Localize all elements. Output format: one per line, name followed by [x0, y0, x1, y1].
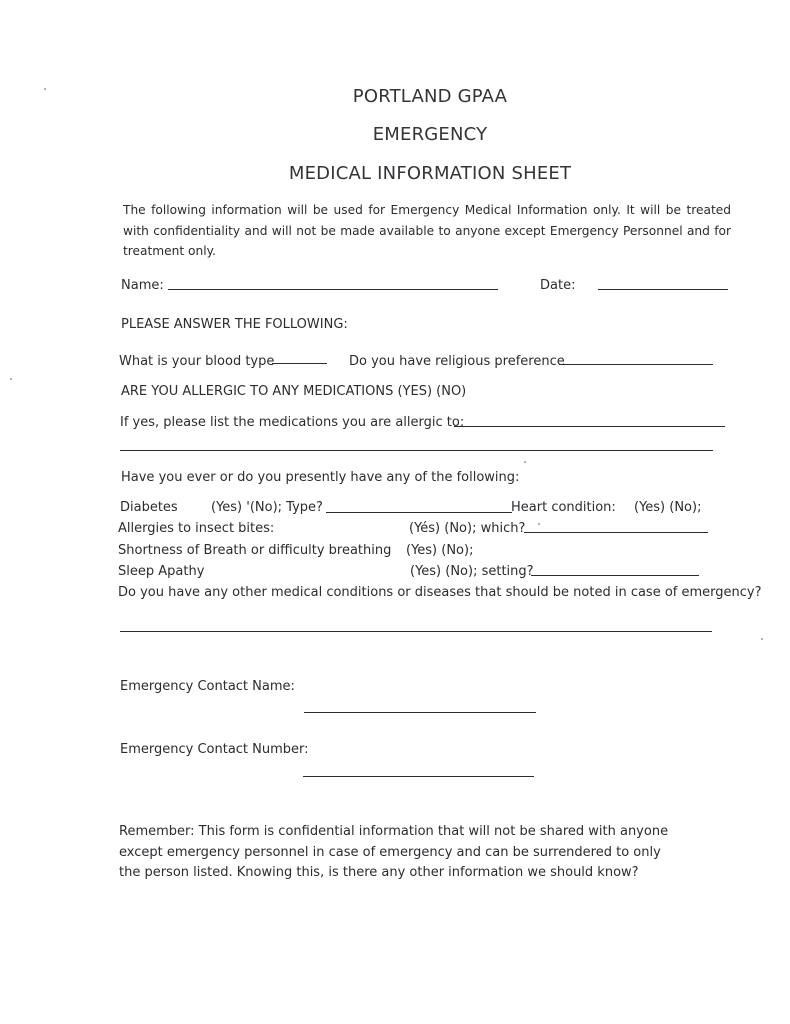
heart-condition-options: (Yes) (No);	[634, 500, 702, 515]
name-label: Name:	[121, 278, 164, 293]
sleep-apathy-options: (Yes) (No); setting?	[410, 564, 534, 579]
date-line[interactable]	[598, 289, 728, 290]
medications-line-2[interactable]	[120, 450, 713, 451]
list-medications-label: If yes, please list the medications you are allergic to:	[120, 415, 465, 430]
conditions-heading: Have you ever or do you presently have any of the following:	[121, 470, 520, 485]
insect-allergy-line[interactable]	[524, 532, 708, 533]
heart-condition-label: Heart condition:	[511, 500, 616, 515]
scan-speck	[538, 523, 540, 525]
closing-paragraph: Remember: This form is confidential information that will not be shared with anyone except emergency personnel in case of emergency and can be surrendered to only the person listed. Knowing this, is there any other information we should know?	[119, 824, 669, 880]
form-title: MEDICAL INFORMATION SHEET	[288, 163, 572, 184]
insect-allergy-options: (Yés) (No); which?	[409, 521, 526, 536]
religious-preference-label: Do you have religious preference	[349, 354, 565, 369]
diabetes-label: Diabetes	[120, 500, 178, 515]
emergency-contact-number-label: Emergency Contact Number:	[120, 742, 309, 757]
intro-paragraph: The following information will be used for Emergency Medical Information only. It will be treated with confidentiality and will not be made available to anyone except Emergency Personnel and for treatment only.	[123, 203, 731, 258]
breathing-options: (Yes) (No);	[406, 543, 474, 558]
medications-line-1[interactable]	[454, 426, 725, 427]
sleep-apathy-label: Sleep Apathy	[118, 564, 205, 579]
form-subtitle: EMERGENCY	[372, 124, 488, 145]
diabetes-options: (Yes) '(No); Type?	[211, 500, 323, 515]
scan-speck	[44, 88, 46, 90]
insect-allergy-label: Allergies to insect bites:	[118, 521, 275, 536]
scan-speck	[524, 461, 526, 463]
sleep-setting-line[interactable]	[531, 575, 699, 576]
blood-type-line[interactable]	[272, 363, 327, 364]
scan-speck	[761, 638, 763, 640]
blood-type-label: What is your blood type	[119, 354, 275, 369]
name-line[interactable]	[168, 289, 498, 290]
emergency-contact-number-line[interactable]	[303, 776, 534, 777]
date-label: Date:	[540, 278, 576, 293]
emergency-contact-name-label: Emergency Contact Name:	[120, 679, 295, 694]
allergic-medications-question: ARE YOU ALLERGIC TO ANY MEDICATIONS (YES) (NO)	[121, 384, 467, 399]
emergency-contact-name-line[interactable]	[304, 712, 536, 713]
scan-speck	[10, 378, 12, 380]
form-org-title: PORTLAND GPAA	[352, 86, 508, 107]
please-answer-heading: PLEASE ANSWER THE FOLLOWING:	[121, 317, 348, 332]
religious-preference-line[interactable]	[559, 364, 713, 365]
diabetes-type-line[interactable]	[326, 512, 512, 513]
other-conditions-line[interactable]	[120, 631, 712, 632]
other-conditions-question: Do you have any other medical conditions or diseases that should be noted in case of emergency?	[118, 585, 762, 600]
breathing-label: Shortness of Breath or difficulty breathing	[118, 543, 392, 558]
